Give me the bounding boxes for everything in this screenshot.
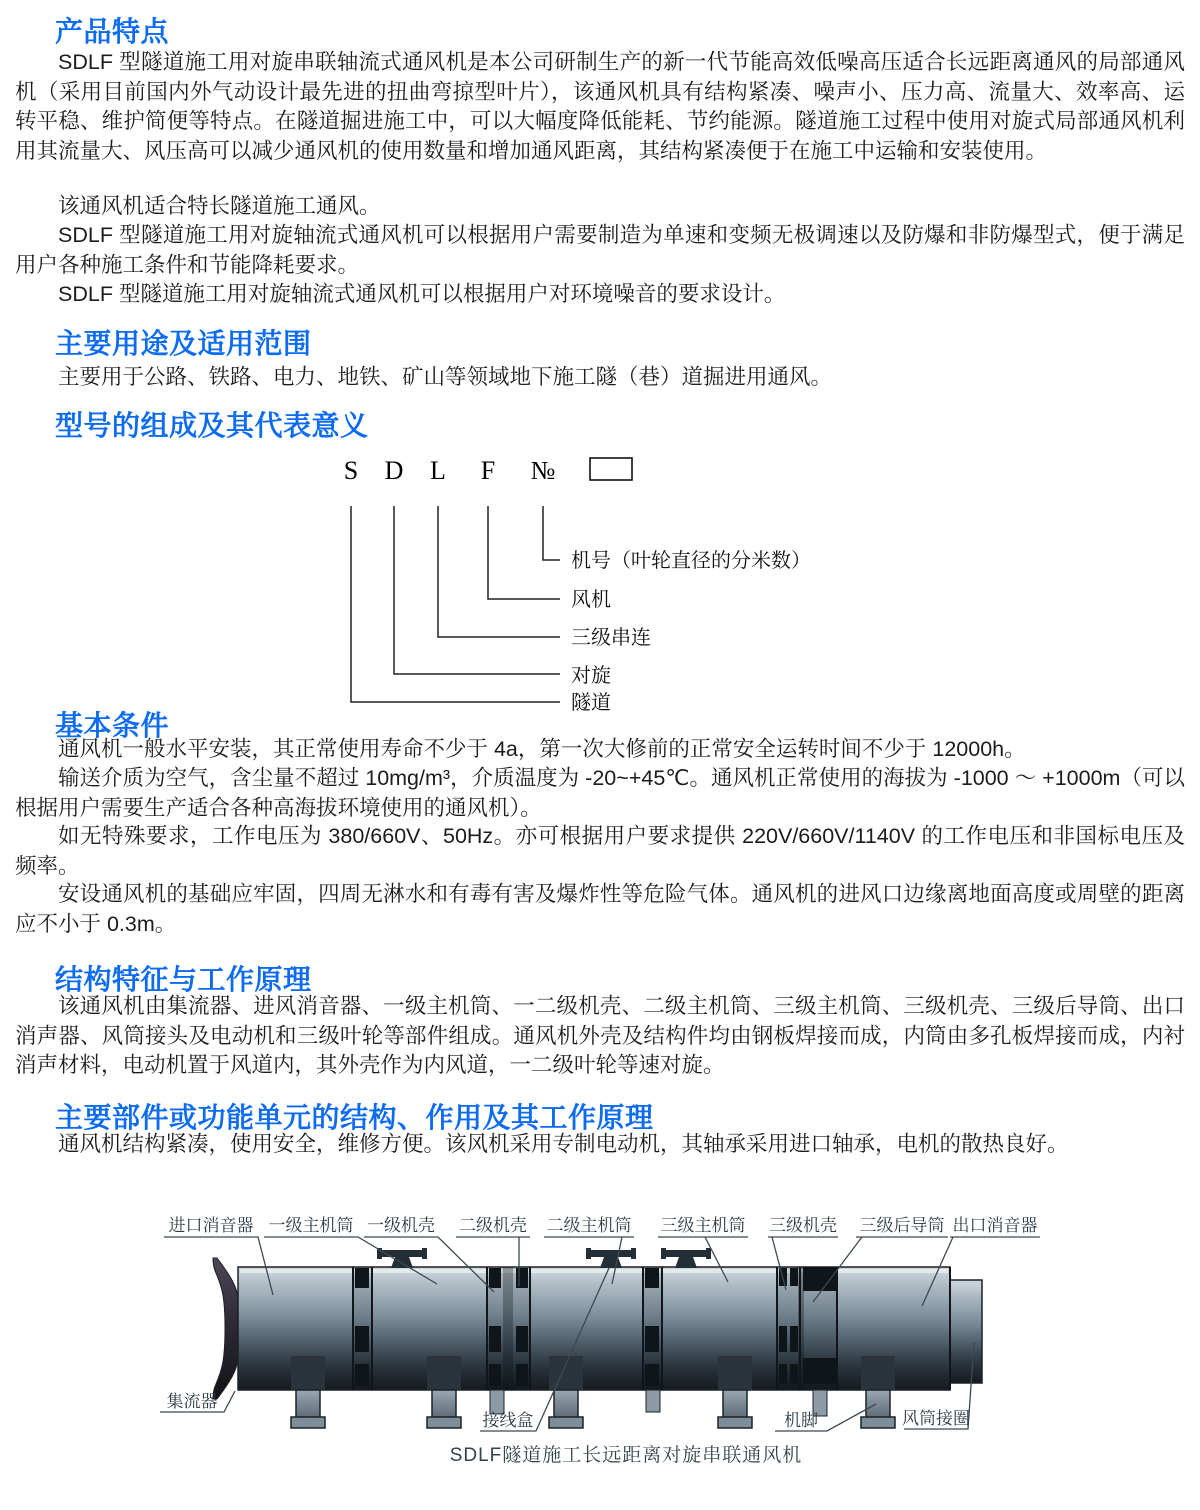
section-heading-parts: 主要部件或功能单元的结构、作用及其工作原理 [55,1102,654,1133]
section-heading-model: 型号的组成及其代表意义 [55,410,369,441]
section-heading-structure: 结构特征与工作原理 [55,964,312,995]
features-paragraph-3: SDLF 型隧道施工用对旋轴流式通风机可以根据用户需要制造为单速和变频无极调速以及防爆和非防爆型式，便于满足用户各种施工条件和节能降耗要求。 [15,223,1185,277]
main-barrel [238,1267,950,1390]
duct-ring [950,1280,982,1383]
conditions-paragraph-1: 通风机一般水平安装，其正常使用寿命不少于 4a，第一次大修前的正常安全运转时间不少于 12000h。 [58,737,1026,761]
foot [291,1356,325,1428]
model-letter-l: L [430,456,446,485]
foot [427,1356,461,1428]
model-letter-f: F [480,456,496,485]
fan-assembly-diagram [0,1200,1200,1510]
model-composition-diagram [0,445,1200,717]
section-heading-usage: 主要用途及适用范围 [55,328,312,359]
model-letter-no: № [530,456,556,485]
bell-mouth [213,1258,238,1399]
conditions-paragraph-2: 输送介质为空气，含尘量不超过 10mg/m³，介质温度为 -20~+45℃。通风机正常使用的海拔为 -1000 ～ +1000m（可以根据用户需要生产适合各种高海拔环境使用的通风机）。 [15,766,1185,820]
usage-paragraph: 主要用于公路、铁路、电力、地铁、矿山等领域地下施工隧（巷）道掘进用通风。 [58,365,833,389]
conditions-paragraph-4: 安设通风机的基础应牢固，四周无淋水和有毒有害及爆炸性等危险气体。通风机的进风口边缘离地面高度或周壁的距离应不小于 0.3m。 [15,882,1185,936]
label-stage1-main-tube: 一级主机筒 [268,1216,354,1235]
label-machine-foot: 机脚 [784,1411,818,1430]
model-number-box [590,458,632,480]
top-highlight [240,1269,948,1273]
label-junction-box: 接线盒 [482,1411,534,1430]
model-letter-d: D [384,456,404,485]
label-stage2-main-tube: 二级主机筒 [546,1216,632,1235]
connector-tabs [490,1390,827,1416]
features-paragraph-2: 该通风机适合特长隧道施工通风。 [58,194,381,218]
fan-diagram-caption: SDLF隧道施工长远距离对旋串联通风机 [449,1445,803,1466]
model-meaning-contra: 对旋 [571,665,611,687]
foot [718,1356,752,1428]
label-stage3-rear-guide: 三级后导筒 [859,1216,945,1235]
model-connector-lines [351,506,560,702]
foot [861,1356,895,1428]
label-stage3-main-tube: 三级主机筒 [660,1216,746,1235]
label-stage3-casing: 三级机壳 [769,1216,837,1235]
model-meaning-size: 机号（叶轮直径的分米数） [571,550,811,572]
label-inlet-silencer: 进口消音器 [168,1216,254,1235]
fan-body [213,1248,982,1428]
conditions-paragraph-3: 如无特殊要求，工作电压为 380/660V、50Hz。亦可根据用户要求提供 220V/660V/1140V 的工作电压和非国标电压及频率。 [15,824,1185,878]
label-collector: 集流器 [166,1392,218,1411]
features-paragraph-1: SDLF 型隧道施工用对旋串联轴流式通风机是本公司研制生产的新一代节能高效低噪高压适合长远距离通风的局部通风机（采用目前国内外气动设计最先进的扭曲弯掠型叶片），该通风机具有结构紧凑、噪声小、压力高、流量大、效率高、运转平稳、维护简便等特点。在隧道掘进施工中，可以大幅度降低能耗、节约能源。隧道施工过程中使用对旋式局部通风机利用其流量大、风压高可以减少通风机的使用数量和增加通风距离，其结构紧凑便于在施工中运输和安装使用。 [15,50,1185,163]
label-duct-ring: 风筒接圈 [902,1409,970,1428]
parts-paragraph: 通风机结构紧凑，使用安全，维修方便。该风机采用专制电动机，其轴承采用进口轴承，电机的散热良好。 [58,1132,1069,1156]
label-outlet-silencer: 出口消音器 [952,1216,1038,1235]
section-heading-conditions: 基本条件 [55,710,170,741]
model-letter-s: S [343,456,359,485]
section-heading-features: 产品特点 [55,16,170,47]
label-stage2-casing: 二级机壳 [459,1216,527,1235]
model-meaning-tunnel: 隧道 [571,692,611,714]
top-fittings [377,1248,711,1268]
model-meaning-three-stage: 三级串连 [571,627,651,649]
label-stage1-casing: 一级机壳 [367,1216,435,1235]
structure-paragraph: 该通风机由集流器、进风消音器、一级主机筒、一二级机壳、二级主机筒、三级主机筒、三级机壳、三级后导筒、出口消声器、风筒接头及电动机和三级叶轮等部件组成。通风机外壳及结构件均由钢板焊接而成，内筒由多孔板焊接而成，内衬消声材料，电动机置于风道内，其外壳作为内风道，一二级叶轮等速对旋。 [15,994,1185,1077]
features-paragraph-4: SDLF 型隧道施工用对旋轴流式通风机可以根据用户对环境噪音的要求设计。 [58,282,786,306]
model-meaning-fan: 风机 [571,589,611,611]
